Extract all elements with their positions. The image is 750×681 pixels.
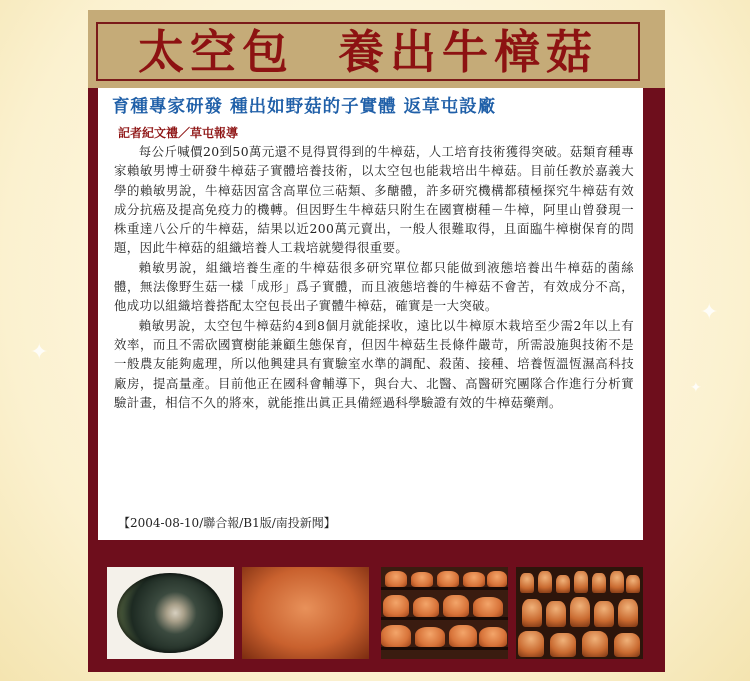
petri-dish-photo — [107, 567, 234, 659]
shelf — [381, 647, 508, 650]
cultivation-shelf-photo — [381, 567, 508, 659]
sparkle-icon: ✦ — [700, 300, 719, 325]
mushroom-bag — [473, 597, 503, 617]
mushroom-log — [522, 599, 542, 627]
mushroom-log — [594, 601, 614, 627]
mushroom-bag — [415, 627, 445, 647]
mushroom-bag — [479, 627, 507, 647]
mushroom-bag — [463, 572, 485, 587]
mushroom-log — [592, 573, 606, 593]
mushroom-bag — [487, 571, 507, 587]
mushroom-log — [618, 599, 638, 627]
article-paragraph: 賴敏男說，太空包牛樟菇約4到8個月就能採收，遠比以牛樟原木栽培至少需2年以上有效率，而且不需砍國寶樹能兼顧生態保育，但因牛樟菇生長條件嚴苛，所需設施與技術不是一般農友能夠處理，所以他興建具有實驗室水準的調配、殺菌、接種、培養恆溫恆濕高科技廠房，提高量產。目前他正在國科會輔導下，與台大、北醫、高醫研究團隊合作進行分析實驗計畫，相信不久的將來，就能推出眞正具備經過科學驗證有效的牛樟菇藥劑。 — [114, 317, 634, 410]
mushroom-log — [546, 601, 566, 627]
shelf — [381, 617, 508, 620]
sparkle-icon: ✦ — [30, 340, 49, 365]
mushroom-bag — [385, 571, 407, 587]
mushroom-closeup-photo — [242, 567, 369, 659]
mushroom-bag — [383, 595, 409, 617]
mushroom-log — [614, 633, 640, 657]
petri-dish — [117, 573, 223, 653]
article-paragraph: 每公斤喊價20到50萬元還不見得買得到的牛樟菇，人工培育技術獲得突破。菇類育種專家賴敏男博士研發牛樟菇子實體培養技術，以太空包也能栽培出牛樟菇。目前任教於嘉義大學的賴敏男說，牛樟菇因富含高單位三萜類、多醣體，許多研究機構都積極探究牛樟菇有效成分抗癌及提高免疫力的機轉。但因野生牛樟菇只附生在國寶樹種－牛樟，阿里山曾發現一株重達八公斤的牛樟菇，結果以近200萬元賣出，一般人很難取得，且面臨牛樟樹保育的問題，因此牛樟菇的組織培養人工栽培就變得很重要。 — [114, 144, 634, 256]
mushroom-log — [538, 571, 552, 593]
mushroom-bag — [437, 571, 459, 587]
mushroom-log — [574, 571, 588, 593]
mushroom-bag — [449, 625, 477, 647]
mushroom-log — [626, 575, 640, 593]
mushroom-log — [518, 631, 544, 657]
sparkle-icon: ✦ — [690, 380, 702, 396]
shelf — [381, 587, 508, 590]
article-body — [114, 142, 634, 412]
mushroom-log — [556, 575, 570, 593]
byline: 記者紀文禮／草屯報導 — [118, 126, 239, 140]
title-box — [96, 22, 640, 81]
article-paragraph: 賴敏男說，組織培養生產的牛樟菇很多研究單位都只能做到液態培養出牛樟菇的菌絲體，無法像野生菇一樣「成形」爲子實體，而且液態培養的牛樟菇不會苦，有效成分不高，他成功以組織培養搭配太空包長出子實體牛樟菇，確實是一大突破。 — [114, 259, 634, 314]
source-citation: 【2004-08-10/聯合報/B1版/南投新聞】 — [118, 516, 336, 530]
mushroom-log — [582, 631, 608, 657]
subtitle: 育種專家研發 種出如野菇的子實體 返草屯設廠 — [112, 97, 497, 117]
mushroom-log — [550, 633, 576, 657]
mushroom-logs-photo — [516, 567, 643, 659]
mushroom-log — [570, 597, 590, 627]
page-title: 太空包 養出牛樟菇 — [137, 24, 599, 79]
mushroom-bag — [443, 595, 469, 617]
mushroom-bag — [381, 625, 411, 647]
mushroom-bag — [411, 572, 433, 587]
mushroom-log — [520, 573, 534, 593]
mushroom-log — [610, 571, 624, 593]
mushroom-bag — [413, 597, 439, 617]
